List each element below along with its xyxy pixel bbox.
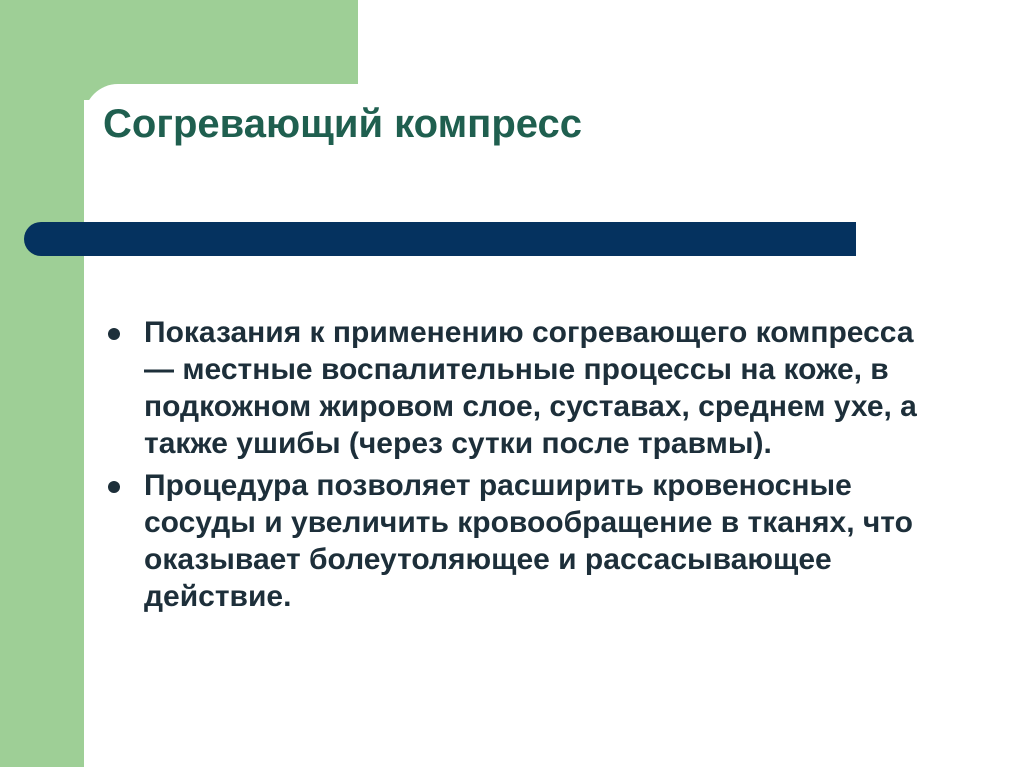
slide-title: Согревающий компресс xyxy=(103,102,582,146)
bullet-dot-icon xyxy=(108,328,120,340)
decorative-green-left-stripe xyxy=(0,0,84,767)
bullet-text: Показания к применению согревающего компресса — местные воспалительные процессы на коже, в подкожном жировом слое, суставах, среднем ухе, а также ушибы (через сутки после травмы). xyxy=(144,316,917,460)
bullet-list xyxy=(104,314,924,620)
bullet-dot-icon xyxy=(108,481,120,493)
bullet-item-effect xyxy=(104,467,924,615)
bullet-text: Процедура позволяет расширить кровеносные сосуды и увеличить кровообращение в тканях, что оказывает болеутоляющее и рассасывающее действие. xyxy=(144,469,913,613)
bullet-item-indications xyxy=(104,314,924,462)
title-divider-bar xyxy=(24,222,856,256)
